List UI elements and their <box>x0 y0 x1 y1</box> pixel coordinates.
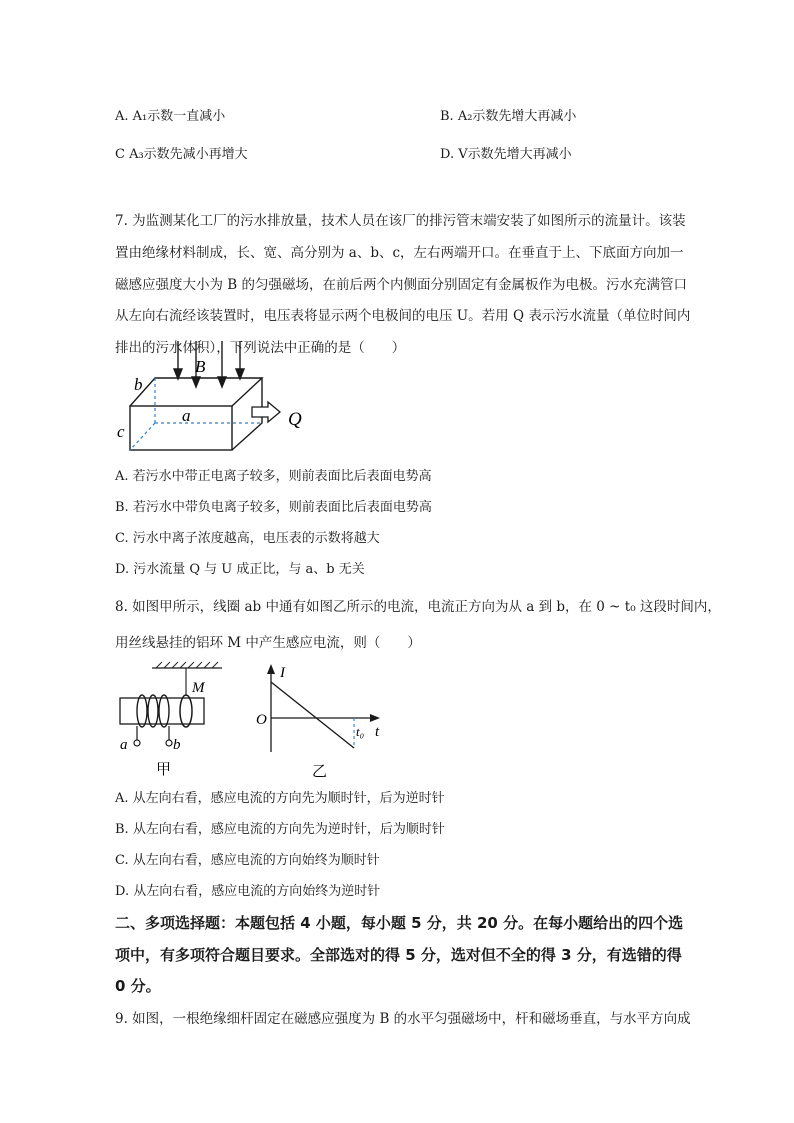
q7-stem-line: 从左向右流经该装置时，电压表将显示两个电极间的电压 U。若用 Q 表示污水流量（单位时间内 <box>115 308 691 324</box>
q8-label-b: b <box>173 737 181 753</box>
q8-label-t0: t₀ <box>356 724 365 739</box>
q7-option-c: C. 污水中离子浓度越高，电压表的示数将越大 <box>115 531 380 546</box>
q7-option-b: B. 若污水中带负电离子较多，则前表面比后表面电势高 <box>115 500 432 515</box>
q7-label-Q: Q <box>288 409 302 430</box>
q8-stem-line: 用丝线悬挂的铝环 M 中产生感应电流，则（ ） <box>115 635 421 651</box>
q8-coil-figure <box>110 660 230 782</box>
q8-option-b: B. 从左向右看，感应电流的方向先为逆时针，后为顺时针 <box>115 822 445 837</box>
q8-caption-jia: 甲 <box>156 760 172 778</box>
q7-stem-line: 磁感应强度大小为 B 的匀强磁场，在前后两个内侧面分别固定有金属板作为电极。污水充满管口 <box>115 277 688 293</box>
q7-option-a: A. 若污水中带正电离子较多，则前表面比后表面电势高 <box>115 469 432 484</box>
q8-label-a: a <box>120 737 128 753</box>
q7-label-a: a <box>182 406 191 425</box>
q6-option-d: D. V示数先增大再减小 <box>440 147 572 162</box>
section2-heading-line: 二、多项选择题：本题包括 4 小题，每小题 5 分，共 20 分。在每小题给出的四个选 <box>115 914 684 932</box>
q8-label-M: M <box>192 680 205 696</box>
q8-caption-yi: 乙 <box>312 762 328 780</box>
q8-option-c: C. 从左向右看，感应电流的方向始终为顺时针 <box>115 853 380 868</box>
q8-option-d: D. 从左向右看，感应电流的方向始终为逆时针 <box>115 884 381 899</box>
section2-heading-line: 0 分。 <box>115 977 161 995</box>
q7-stem-line: 置由绝缘材料制成，长、宽、高分别为 a、b、c，左右两端开口。在垂直于上、下底面方向加一 <box>115 245 684 261</box>
q8-stem-line: 8. 如图甲所示，线圈 ab 中通有如图乙所示的电流，电流正方向为从 a 到 b，在 0 ~ t₀ 这段时间内， <box>115 599 721 615</box>
q8-label-t: t <box>375 724 380 740</box>
q6-option-b: B. A₂示数先增大再减小 <box>440 109 577 124</box>
q7-stem-line: 7. 为监测某化工厂的污水排放量，技术人员在该厂的排污管末端安装了如图所示的流量计。该装 <box>115 213 686 229</box>
q7-stem-line: 排出的污水体积），下列说法中正确的是（ ） <box>115 340 406 356</box>
q9-stem-line: 9. 如图，一根绝缘细杆固定在磁感应强度为 B 的水平匀强磁场中，杆和磁场垂直，与水平方向成 <box>115 1011 691 1027</box>
section2-heading-line: 项中，有多项符合题目要求。全部选对的得 5 分，选对但不全的得 3 分，有选错的得 <box>115 946 682 964</box>
q6-option-c: C A₃示数先减小再增大 <box>115 147 248 162</box>
q7-label-b: b <box>134 375 143 394</box>
q8-label-I: I <box>280 665 285 681</box>
q7-flowmeter-figure <box>110 337 330 457</box>
q7-label-B: B <box>195 357 206 376</box>
q7-option-d: D. 污水流量 Q 与 U 成正比，与 a、b 无关 <box>115 562 365 577</box>
q8-current-graph <box>250 660 400 782</box>
q6-option-a: A. A₁示数一直减小 <box>115 109 226 124</box>
q8-option-a: A. 从左向右看，感应电流的方向先为顺时针，后为逆时针 <box>115 791 445 806</box>
q8-label-O: O <box>256 712 267 728</box>
q7-label-c: c <box>117 422 125 441</box>
